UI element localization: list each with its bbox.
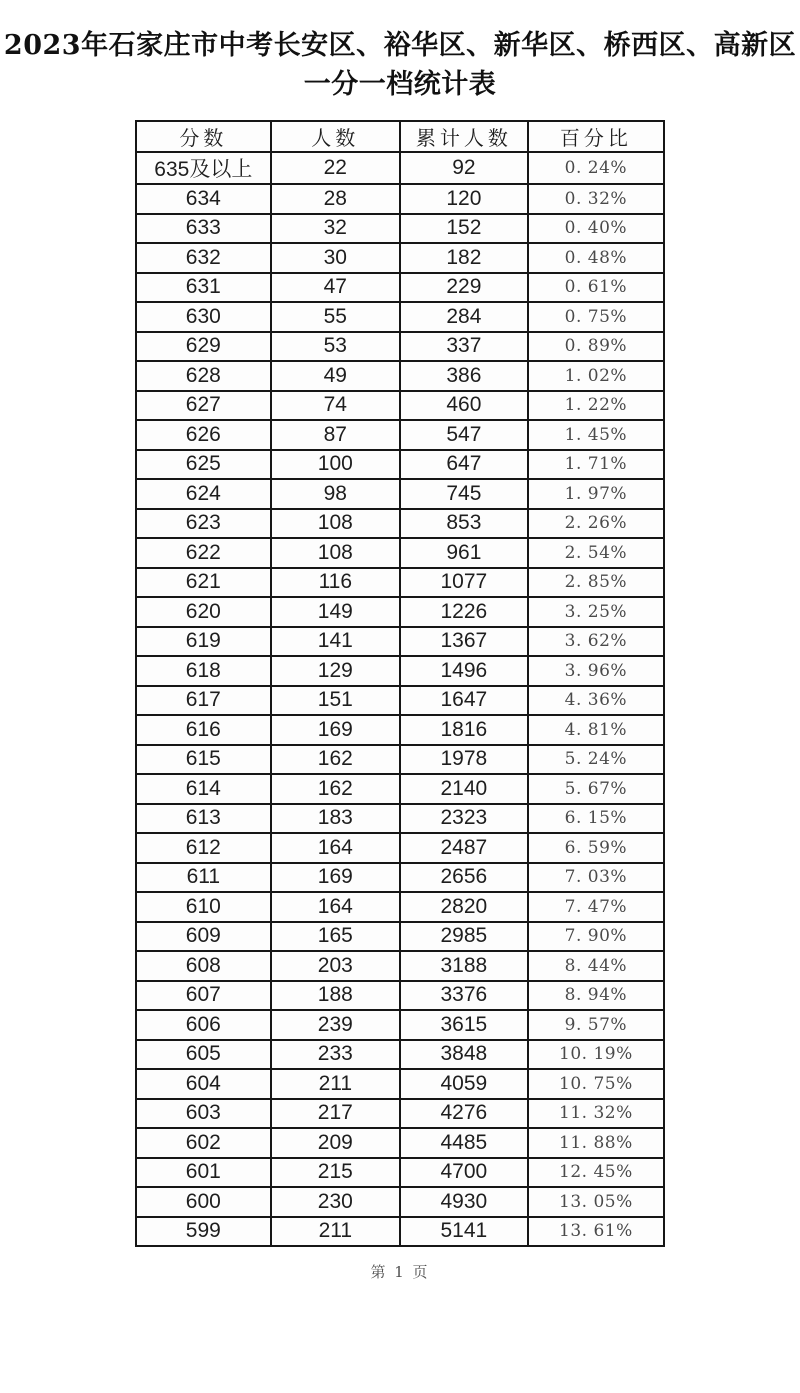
count-cell: 87: [271, 420, 400, 450]
table-row: [136, 745, 664, 775]
cumulative-cell: 1978: [400, 745, 528, 775]
score-cell: 600: [136, 1187, 271, 1217]
percent-cell: 11. 32%: [528, 1099, 664, 1129]
count-cell: 28: [271, 184, 400, 214]
percent-cell: 6. 59%: [528, 833, 664, 863]
percent-cell: 1. 97%: [528, 479, 664, 509]
cumulative-cell: 961: [400, 538, 528, 568]
count-cell: 116: [271, 568, 400, 598]
page-title-line1: 2023年石家庄市中考长安区、裕华区、新华区、桥西区、高新区: [3, 30, 797, 61]
table-row: [136, 152, 664, 184]
table-row: [136, 1217, 664, 1247]
count-cell: 211: [271, 1069, 400, 1099]
cumulative-cell: 182: [400, 243, 528, 273]
table-row: [136, 863, 664, 893]
percent-cell: 11. 88%: [528, 1128, 664, 1158]
count-cell: 162: [271, 745, 400, 775]
table-row: [136, 1069, 664, 1099]
count-cell: 183: [271, 804, 400, 834]
table-header-row: [136, 121, 664, 152]
count-cell: 164: [271, 892, 400, 922]
score-cell: 622: [136, 538, 271, 568]
count-cell: 215: [271, 1158, 400, 1188]
table-row: [136, 273, 664, 303]
score-cell: 606: [136, 1010, 271, 1040]
table-row: [136, 892, 664, 922]
score-distribution-table: [135, 120, 665, 1247]
score-cell: 601: [136, 1158, 271, 1188]
count-cell: 188: [271, 981, 400, 1011]
percent-cell: 0. 89%: [528, 332, 664, 362]
score-cell: 608: [136, 951, 271, 981]
cumulative-cell: 3848: [400, 1040, 528, 1070]
header-cumulative: 累计人数: [400, 121, 528, 152]
table-row: [136, 1128, 664, 1158]
count-cell: 233: [271, 1040, 400, 1070]
score-cell: 615: [136, 745, 271, 775]
score-cell: 625: [136, 450, 271, 480]
score-cell: 627: [136, 391, 271, 421]
count-cell: 149: [271, 597, 400, 627]
header-percent: 百分比: [528, 121, 664, 152]
percent-cell: 2. 85%: [528, 568, 664, 598]
cumulative-cell: 2140: [400, 774, 528, 804]
cumulative-cell: 337: [400, 332, 528, 362]
percent-cell: 12. 45%: [528, 1158, 664, 1188]
score-cell: 621: [136, 568, 271, 598]
table-row: [136, 981, 664, 1011]
percent-cell: 1. 02%: [528, 361, 664, 391]
cumulative-cell: 745: [400, 479, 528, 509]
cumulative-cell: 3615: [400, 1010, 528, 1040]
cumulative-cell: 4485: [400, 1128, 528, 1158]
cumulative-cell: 4700: [400, 1158, 528, 1188]
table-row: [136, 922, 664, 952]
count-cell: 49: [271, 361, 400, 391]
header-count: 人数: [271, 121, 400, 152]
count-cell: 230: [271, 1187, 400, 1217]
page-title: [0, 0, 800, 104]
cumulative-cell: 2323: [400, 804, 528, 834]
count-cell: 217: [271, 1099, 400, 1129]
score-cell: 620: [136, 597, 271, 627]
cumulative-cell: 647: [400, 450, 528, 480]
table-row: [136, 597, 664, 627]
percent-cell: 8. 44%: [528, 951, 664, 981]
cumulative-cell: 2656: [400, 863, 528, 893]
cumulative-cell: 2985: [400, 922, 528, 952]
table-row: [136, 184, 664, 214]
count-cell: 165: [271, 922, 400, 952]
table-body: [136, 152, 664, 1246]
percent-cell: 6. 15%: [528, 804, 664, 834]
table-row: [136, 1040, 664, 1070]
count-cell: 74: [271, 391, 400, 421]
percent-cell: 7. 03%: [528, 863, 664, 893]
table-row: [136, 715, 664, 745]
score-cell: 616: [136, 715, 271, 745]
count-cell: 30: [271, 243, 400, 273]
score-cell: 614: [136, 774, 271, 804]
score-cell: 604: [136, 1069, 271, 1099]
score-cell: 635及以上: [136, 152, 271, 184]
count-cell: 211: [271, 1217, 400, 1247]
percent-cell: 0. 61%: [528, 273, 664, 303]
table-row: [136, 1158, 664, 1188]
page-number: 第 1 页: [370, 1263, 430, 1281]
cumulative-cell: 4930: [400, 1187, 528, 1217]
score-cell: 599: [136, 1217, 271, 1247]
percent-cell: 0. 24%: [528, 152, 664, 184]
percent-cell: 2. 26%: [528, 509, 664, 539]
table-row: [136, 332, 664, 362]
table-row: [136, 243, 664, 273]
count-cell: 169: [271, 863, 400, 893]
cumulative-cell: 5141: [400, 1217, 528, 1247]
percent-cell: 10. 75%: [528, 1069, 664, 1099]
score-cell: 633: [136, 214, 271, 244]
table-row: [136, 804, 664, 834]
score-cell: 611: [136, 863, 271, 893]
table-row: [136, 627, 664, 657]
score-cell: 605: [136, 1040, 271, 1070]
cumulative-cell: 120: [400, 184, 528, 214]
count-cell: 169: [271, 715, 400, 745]
score-cell: 602: [136, 1128, 271, 1158]
score-cell: 634: [136, 184, 271, 214]
count-cell: 151: [271, 686, 400, 716]
percent-cell: 10. 19%: [528, 1040, 664, 1070]
page-title-line2: 一分一档统计表: [303, 69, 497, 100]
table-row: [136, 774, 664, 804]
percent-cell: 9. 57%: [528, 1010, 664, 1040]
count-cell: 108: [271, 538, 400, 568]
table-row: [136, 214, 664, 244]
table-row: [136, 538, 664, 568]
table-row: [136, 1099, 664, 1129]
score-cell: 628: [136, 361, 271, 391]
count-cell: 53: [271, 332, 400, 362]
percent-cell: 5. 24%: [528, 745, 664, 775]
cumulative-cell: 92: [400, 152, 528, 184]
count-cell: 239: [271, 1010, 400, 1040]
count-cell: 22: [271, 152, 400, 184]
table-row: [136, 450, 664, 480]
percent-cell: 13. 61%: [528, 1217, 664, 1247]
score-cell: 613: [136, 804, 271, 834]
table-row: [136, 391, 664, 421]
count-cell: 32: [271, 214, 400, 244]
count-cell: 162: [271, 774, 400, 804]
table-row: [136, 686, 664, 716]
percent-cell: 1. 45%: [528, 420, 664, 450]
count-cell: 164: [271, 833, 400, 863]
table-row: [136, 568, 664, 598]
cumulative-cell: 460: [400, 391, 528, 421]
cumulative-cell: 1496: [400, 656, 528, 686]
count-cell: 98: [271, 479, 400, 509]
score-cell: 612: [136, 833, 271, 863]
score-cell: 629: [136, 332, 271, 362]
cumulative-cell: 2487: [400, 833, 528, 863]
cumulative-cell: 229: [400, 273, 528, 303]
cumulative-cell: 152: [400, 214, 528, 244]
table-row: [136, 951, 664, 981]
table-row: [136, 1187, 664, 1217]
score-cell: 603: [136, 1099, 271, 1129]
percent-cell: 0. 75%: [528, 302, 664, 332]
score-cell: 631: [136, 273, 271, 303]
count-cell: 141: [271, 627, 400, 657]
score-cell: 623: [136, 509, 271, 539]
cumulative-cell: 1077: [400, 568, 528, 598]
percent-cell: 3. 96%: [528, 656, 664, 686]
cumulative-cell: 1226: [400, 597, 528, 627]
header-score: 分数: [136, 121, 271, 152]
table-row: [136, 361, 664, 391]
percent-cell: 0. 48%: [528, 243, 664, 273]
cumulative-cell: 547: [400, 420, 528, 450]
count-cell: 209: [271, 1128, 400, 1158]
table-row: [136, 656, 664, 686]
count-cell: 129: [271, 656, 400, 686]
cumulative-cell: 386: [400, 361, 528, 391]
table-header: [136, 121, 664, 152]
percent-cell: 4. 36%: [528, 686, 664, 716]
score-cell: 632: [136, 243, 271, 273]
count-cell: 55: [271, 302, 400, 332]
cumulative-cell: 3376: [400, 981, 528, 1011]
score-cell: 630: [136, 302, 271, 332]
table-row: [136, 302, 664, 332]
score-cell: 626: [136, 420, 271, 450]
cumulative-cell: 853: [400, 509, 528, 539]
cumulative-cell: 3188: [400, 951, 528, 981]
score-cell: 610: [136, 892, 271, 922]
cumulative-cell: 1816: [400, 715, 528, 745]
table-row: [136, 1010, 664, 1040]
percent-cell: 5. 67%: [528, 774, 664, 804]
score-cell: 619: [136, 627, 271, 657]
percent-cell: 8. 94%: [528, 981, 664, 1011]
percent-cell: 2. 54%: [528, 538, 664, 568]
cumulative-cell: 1647: [400, 686, 528, 716]
percent-cell: 0. 40%: [528, 214, 664, 244]
table-row: [136, 833, 664, 863]
score-cell: 617: [136, 686, 271, 716]
table-row: [136, 420, 664, 450]
table-row: [136, 479, 664, 509]
percent-cell: 13. 05%: [528, 1187, 664, 1217]
percent-cell: 1. 71%: [528, 450, 664, 480]
percent-cell: 7. 47%: [528, 892, 664, 922]
count-cell: 108: [271, 509, 400, 539]
cumulative-cell: 4059: [400, 1069, 528, 1099]
percent-cell: 3. 25%: [528, 597, 664, 627]
score-cell: 624: [136, 479, 271, 509]
count-cell: 47: [271, 273, 400, 303]
percent-cell: 4. 81%: [528, 715, 664, 745]
score-cell: 618: [136, 656, 271, 686]
percent-cell: 7. 90%: [528, 922, 664, 952]
cumulative-cell: 284: [400, 302, 528, 332]
cumulative-cell: 4276: [400, 1099, 528, 1129]
score-cell: 607: [136, 981, 271, 1011]
table-row: [136, 509, 664, 539]
percent-cell: 3. 62%: [528, 627, 664, 657]
score-cell: 609: [136, 922, 271, 952]
cumulative-cell: 2820: [400, 892, 528, 922]
cumulative-cell: 1367: [400, 627, 528, 657]
percent-cell: 0. 32%: [528, 184, 664, 214]
count-cell: 100: [271, 450, 400, 480]
percent-cell: 1. 22%: [528, 391, 664, 421]
count-cell: 203: [271, 951, 400, 981]
